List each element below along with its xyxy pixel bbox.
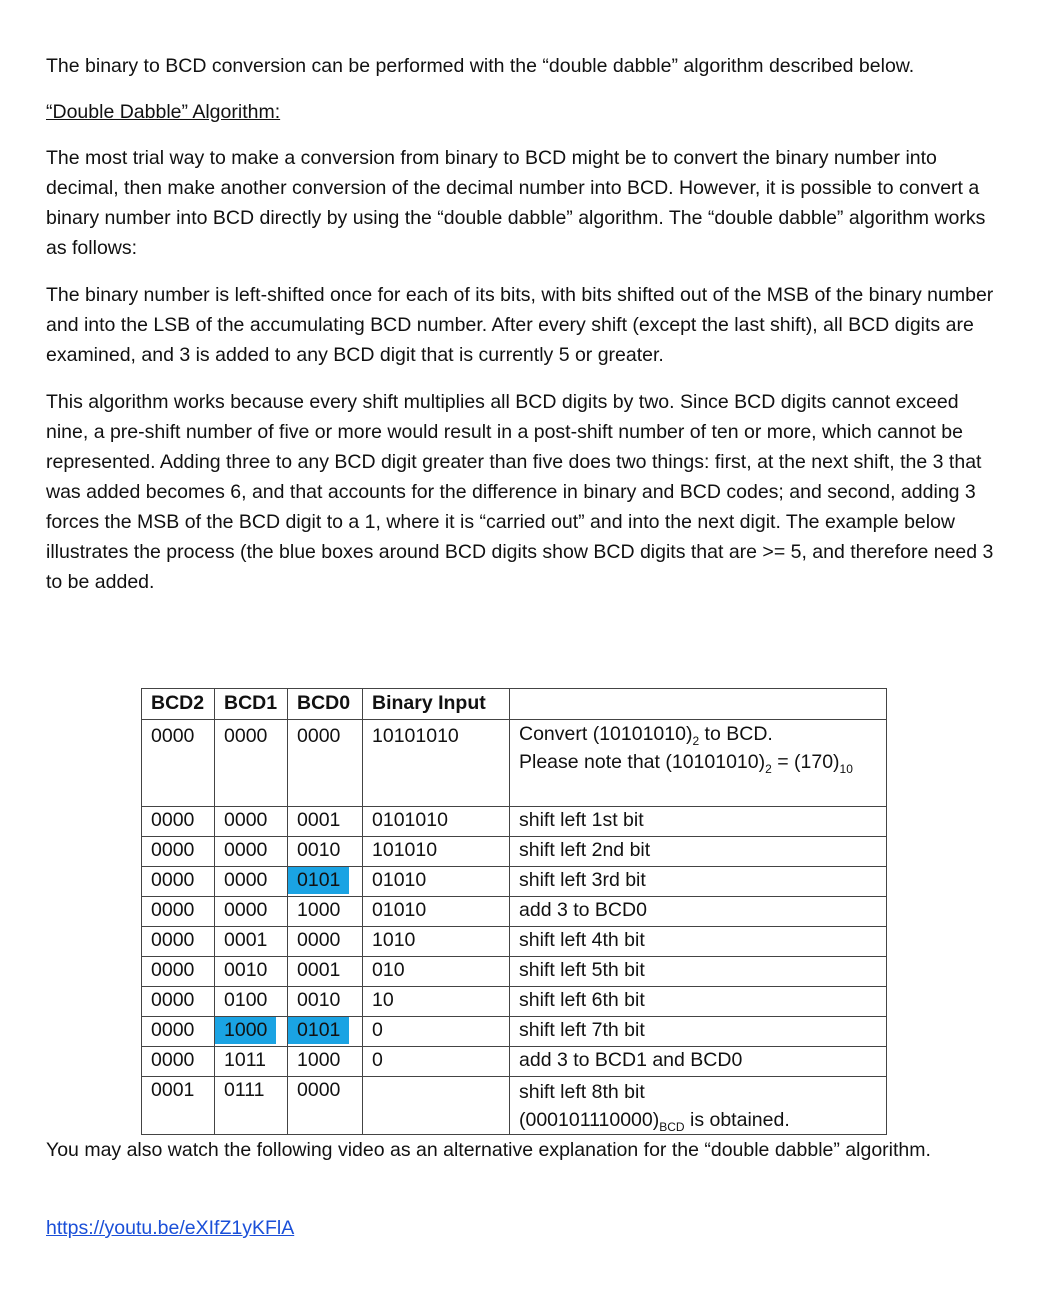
- result-text: (000101110000): [519, 1109, 660, 1131]
- subscript-bcd: BCD: [659, 1119, 685, 1134]
- intro-paragraph: The binary to BCD conversion can be performed with the “double dabble” algorithm described below.: [46, 55, 915, 77]
- cell-bcd2: 0000: [142, 987, 215, 1017]
- table-row: [142, 837, 887, 867]
- cell-description: shift left 4th bit: [510, 927, 887, 957]
- double-dabble-table: [141, 688, 887, 1135]
- cell-description: shift left 3rd bit: [510, 867, 887, 897]
- highlight-box: 1000: [215, 1017, 276, 1044]
- cell-binary: 1010: [363, 927, 510, 957]
- section-heading: “Double Dabble” Algorithm:: [46, 101, 281, 123]
- subscript-base: 2: [692, 733, 700, 748]
- table-row: [142, 897, 887, 927]
- cell-bcd2: 0000: [142, 837, 215, 867]
- cell-bcd1: 0000: [215, 897, 288, 927]
- cell-bcd1: 0001: [215, 927, 288, 957]
- highlight-box: 0101: [288, 867, 349, 894]
- cell-bcd1: 0000: [215, 720, 288, 807]
- header-binary-input: Binary Input: [363, 689, 510, 720]
- paragraph-video: You may also watch the following video as an alternative explanation for the “double dabble” algorithm.: [46, 1139, 931, 1161]
- cell-bcd0: 0001: [288, 807, 363, 837]
- cell-binary: 01010: [363, 867, 510, 897]
- table-row: [142, 957, 887, 987]
- cell-binary: 010: [363, 957, 510, 987]
- note-text-mid: = (170): [771, 751, 840, 773]
- video-link[interactable]: https://youtu.be/eXIfZ1yKFlA: [46, 1217, 295, 1239]
- cell-description: shift left 5th bit: [510, 957, 887, 987]
- table-row: [142, 927, 887, 957]
- table-row: [142, 1017, 887, 1047]
- cell-description: add 3 to BCD1 and BCD0: [510, 1047, 887, 1077]
- cell-bcd0: 0000: [288, 1077, 363, 1135]
- cell-bcd1: 0100: [215, 987, 288, 1017]
- cell-description: shift left 1st bit: [510, 807, 887, 837]
- cell-bcd0: 0000: [288, 720, 363, 807]
- cell-binary: 0: [363, 1047, 510, 1077]
- cell-bcd2: 0000: [142, 807, 215, 837]
- header-bcd1: BCD1: [215, 689, 288, 720]
- cell-binary: 101010: [363, 837, 510, 867]
- table-row: [142, 987, 887, 1017]
- table-row: [142, 807, 887, 837]
- note-text: Please note that (10101010): [519, 751, 766, 773]
- header-bcd2: BCD2: [142, 689, 215, 720]
- cell-bcd2: 0000: [142, 927, 215, 957]
- cell-bcd0: 0000: [288, 927, 363, 957]
- cell-bcd2: 0000: [142, 1017, 215, 1047]
- cell-binary: 10: [363, 987, 510, 1017]
- table-row-final: [142, 1077, 887, 1135]
- cell-bcd1: 0010: [215, 957, 288, 987]
- cell-bcd0: 1000: [288, 897, 363, 927]
- paragraph-why-it-works: This algorithm works because every shift multiplies all BCD digits by two. Since BCD digits cannot exceed nine, a pre-shift number of five or more would result in a post-shift number of ten or more, which cannot be represented. Adding three to any BCD digit greater than five does two things: first, at the next shift, the 3 that was added becomes 6, and that accounts for the difference in binary and BCD codes; and second, adding 3 forces the MSB of the BCD digit to a 1, where it is “carried out” and into the next digit. The example below illustrates the process (the blue boxes around BCD digits show BCD digits that are >= 5, and therefore need 3 to be added.: [46, 391, 994, 593]
- header-bcd0: BCD0: [288, 689, 363, 720]
- document-body: [46, 51, 1006, 597]
- cell-binary: 0: [363, 1017, 510, 1047]
- paragraph-left-shift: The binary number is left-shifted once for each of its bits, with bits shifted out of the MSB of the binary number and into the LSB of the accumulating BCD number. After every shift (except the last shift), all BCD digits are examined, and 3 is added to any BCD digit that is currently 5 or greater.: [46, 284, 994, 366]
- cell-description: [510, 1077, 887, 1135]
- cell-description: shift left 2nd bit: [510, 837, 887, 867]
- highlight-box: 0101: [288, 1017, 349, 1044]
- convert-text-end: to BCD.: [699, 723, 773, 745]
- cell-binary: 0101010: [363, 807, 510, 837]
- cell-bcd1: 0111: [215, 1077, 288, 1135]
- cell-bcd0-highlighted: [288, 1017, 363, 1047]
- cell-bcd1: 1011: [215, 1047, 288, 1077]
- cell-bcd2: 0000: [142, 957, 215, 987]
- cell-binary: 01010: [363, 897, 510, 927]
- header-description: [510, 689, 887, 720]
- cell-bcd0: 0010: [288, 837, 363, 867]
- cell-bcd2: 0000: [142, 720, 215, 807]
- cell-binary: [363, 1077, 510, 1135]
- final-shift-text: shift left 8th bit: [519, 1081, 645, 1103]
- table-row-initial: [142, 720, 887, 807]
- cell-bcd0: 1000: [288, 1047, 363, 1077]
- table-row: [142, 1047, 887, 1077]
- table-row: [142, 867, 887, 897]
- cell-description: shift left 7th bit: [510, 1017, 887, 1047]
- result-text-end: is obtained.: [684, 1109, 790, 1131]
- cell-bcd1: 0000: [215, 867, 288, 897]
- cell-bcd2: 0000: [142, 1047, 215, 1077]
- cell-bcd2: 0001: [142, 1077, 215, 1135]
- cell-bcd1: 0000: [215, 807, 288, 837]
- table-header-row: [142, 689, 887, 720]
- cell-description: add 3 to BCD0: [510, 897, 887, 927]
- cell-bcd2: 0000: [142, 867, 215, 897]
- convert-text: Convert (10101010): [519, 723, 693, 745]
- cell-bcd0: 0010: [288, 987, 363, 1017]
- cell-description: [510, 720, 887, 807]
- subscript-base: 2: [765, 761, 772, 776]
- cell-bcd2: 0000: [142, 897, 215, 927]
- cell-bcd0-highlighted: [288, 867, 363, 897]
- cell-bcd1: 0000: [215, 837, 288, 867]
- cell-description: shift left 6th bit: [510, 987, 887, 1017]
- paragraph-trial-way: The most trial way to make a conversion from binary to BCD might be to convert the binary number into decimal, then make another conversion of the decimal number into BCD. However, it is possible to convert a binary number into BCD directly by using the “double dabble” algorithm. The “double dabble” algorithm works as follows:: [46, 147, 986, 259]
- subscript-base: 10: [839, 761, 853, 776]
- cell-bcd1-highlighted: [215, 1017, 288, 1047]
- cell-bcd0: 0001: [288, 957, 363, 987]
- cell-binary: 10101010: [363, 720, 510, 807]
